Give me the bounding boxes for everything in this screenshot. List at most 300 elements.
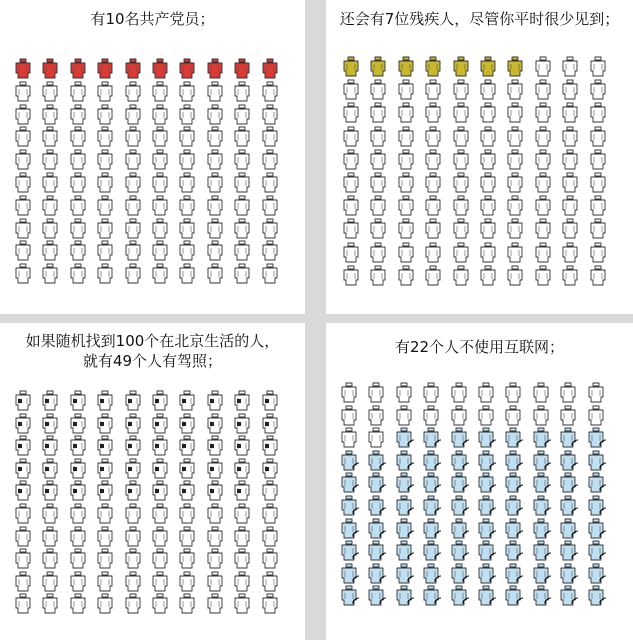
person-icon — [558, 382, 578, 403]
person-icon — [150, 240, 170, 261]
person-icon — [260, 571, 280, 592]
person-icon — [13, 526, 33, 547]
person-icon — [560, 265, 580, 286]
person-icon — [505, 149, 525, 170]
person-icon — [423, 102, 443, 123]
person-icon — [476, 585, 496, 606]
person-icon — [478, 242, 498, 263]
person-icon — [586, 427, 606, 448]
person-icon — [396, 149, 416, 170]
person-icon — [531, 540, 551, 561]
person-icon — [205, 263, 225, 284]
person-icon — [40, 218, 60, 239]
person-icon — [260, 458, 280, 479]
person-icon — [366, 585, 386, 606]
person-icon — [341, 102, 361, 123]
person-icon — [476, 495, 496, 516]
person-icon — [260, 390, 280, 411]
stat-panel-internet — [326, 323, 633, 640]
person-icon — [476, 472, 496, 493]
person-icon — [68, 390, 88, 411]
person-icon — [205, 58, 225, 79]
person-icon — [232, 480, 252, 501]
person-icon — [260, 81, 280, 102]
person-icon — [40, 458, 60, 479]
person-icon — [505, 265, 525, 286]
person-icon — [366, 563, 386, 584]
person-icon — [531, 405, 551, 426]
person-icon — [505, 218, 525, 239]
person-icon — [503, 585, 523, 606]
driver-license-icon — [18, 489, 22, 493]
person-icon — [150, 149, 170, 170]
person-icon — [177, 390, 197, 411]
driver-license-icon — [100, 467, 104, 471]
person-icon — [13, 480, 33, 501]
person-icon — [341, 126, 361, 147]
person-icon — [177, 458, 197, 479]
person-icon — [232, 218, 252, 239]
person-icon — [478, 149, 498, 170]
person-icon — [503, 518, 523, 539]
person-icon — [123, 503, 143, 524]
person-icon — [560, 149, 580, 170]
stat-panel-disabled — [326, 0, 633, 314]
person-icon — [95, 172, 115, 193]
person-icon — [232, 240, 252, 261]
person-icon — [205, 240, 225, 261]
person-icon — [123, 548, 143, 569]
person-icon — [366, 540, 386, 561]
person-icon — [68, 149, 88, 170]
person-icon — [150, 503, 170, 524]
person-icon — [366, 518, 386, 539]
person-icon — [531, 450, 551, 471]
person-icon — [505, 172, 525, 193]
driver-license-icon — [128, 444, 132, 448]
person-icon — [123, 195, 143, 216]
person-icon-grid — [326, 0, 633, 314]
person-icon — [232, 172, 252, 193]
person-icon — [40, 81, 60, 102]
person-icon — [205, 480, 225, 501]
person-icon — [478, 56, 498, 77]
person-icon — [478, 172, 498, 193]
driver-license-icon — [155, 399, 159, 403]
person-icon — [341, 195, 361, 216]
person-icon — [531, 382, 551, 403]
person-icon — [232, 263, 252, 284]
person-icon — [394, 518, 414, 539]
driver-license-icon — [182, 444, 186, 448]
person-icon — [339, 495, 359, 516]
person-icon — [95, 458, 115, 479]
person-icon — [368, 218, 388, 239]
person-icon — [13, 593, 33, 614]
person-icon — [177, 413, 197, 434]
person-icon — [476, 518, 496, 539]
driver-license-icon — [237, 399, 241, 403]
person-icon — [123, 58, 143, 79]
person-icon — [205, 593, 225, 614]
person-icon — [339, 518, 359, 539]
person-icon — [205, 390, 225, 411]
person-icon — [260, 593, 280, 614]
person-icon — [476, 405, 496, 426]
person-icon — [150, 413, 170, 434]
person-icon — [123, 263, 143, 284]
stat-panel-drivers-license — [0, 323, 305, 640]
person-icon — [123, 390, 143, 411]
person-icon — [205, 458, 225, 479]
person-icon — [586, 563, 606, 584]
person-icon — [533, 149, 553, 170]
person-icon — [451, 265, 471, 286]
person-icon — [533, 265, 553, 286]
person-icon — [396, 79, 416, 100]
driver-license-icon — [128, 467, 132, 471]
person-icon — [205, 104, 225, 125]
person-icon — [394, 450, 414, 471]
person-icon — [232, 195, 252, 216]
person-icon — [205, 126, 225, 147]
person-icon — [150, 480, 170, 501]
person-icon — [533, 102, 553, 123]
person-icon — [451, 149, 471, 170]
person-icon — [232, 126, 252, 147]
person-icon — [586, 540, 606, 561]
person-icon — [205, 218, 225, 239]
driver-license-icon — [45, 422, 49, 426]
person-icon — [421, 540, 441, 561]
person-icon — [150, 218, 170, 239]
person-icon — [13, 413, 33, 434]
person-icon — [150, 263, 170, 284]
person-icon — [95, 548, 115, 569]
person-icon — [40, 240, 60, 261]
driver-license-icon — [182, 489, 186, 493]
person-icon-grid — [326, 323, 633, 640]
person-icon — [150, 195, 170, 216]
person-icon — [478, 79, 498, 100]
person-icon — [451, 126, 471, 147]
person-icon — [368, 126, 388, 147]
person-icon — [503, 495, 523, 516]
stat-panel-party-members — [0, 0, 305, 314]
driver-license-icon — [100, 422, 104, 426]
person-icon — [449, 382, 469, 403]
person-icon — [95, 149, 115, 170]
person-icon — [368, 79, 388, 100]
driver-license-icon — [100, 444, 104, 448]
person-icon — [503, 427, 523, 448]
person-icon — [68, 104, 88, 125]
person-icon — [586, 495, 606, 516]
driver-license-icon — [237, 444, 241, 448]
person-icon — [396, 265, 416, 286]
person-icon — [396, 102, 416, 123]
person-icon — [560, 195, 580, 216]
person-icon — [68, 126, 88, 147]
person-icon — [150, 104, 170, 125]
driver-license-icon — [45, 399, 49, 403]
person-icon — [588, 265, 608, 286]
person-icon — [68, 458, 88, 479]
person-icon — [177, 503, 197, 524]
person-icon — [13, 195, 33, 216]
person-icon — [123, 593, 143, 614]
person-icon — [449, 563, 469, 584]
person-icon — [451, 79, 471, 100]
person-icon — [396, 126, 416, 147]
driver-license-icon — [18, 444, 22, 448]
person-icon — [366, 382, 386, 403]
person-icon — [232, 458, 252, 479]
person-icon — [150, 172, 170, 193]
person-icon — [394, 563, 414, 584]
person-icon — [560, 56, 580, 77]
person-icon — [68, 571, 88, 592]
person-icon — [451, 56, 471, 77]
person-icon — [177, 104, 197, 125]
person-icon — [503, 450, 523, 471]
person-icon — [205, 548, 225, 569]
person-icon — [13, 571, 33, 592]
person-icon — [394, 540, 414, 561]
person-icon — [123, 240, 143, 261]
person-icon — [423, 242, 443, 263]
person-icon — [339, 563, 359, 584]
person-icon — [588, 242, 608, 263]
person-icon — [123, 413, 143, 434]
person-icon — [150, 81, 170, 102]
person-icon — [505, 56, 525, 77]
person-icon — [40, 413, 60, 434]
person-icon — [40, 526, 60, 547]
driver-license-icon — [210, 467, 214, 471]
person-icon — [205, 526, 225, 547]
person-icon — [13, 172, 33, 193]
person-icon — [423, 172, 443, 193]
driver-license-icon — [18, 399, 22, 403]
driver-license-icon — [237, 467, 241, 471]
driver-license-icon — [18, 467, 22, 471]
person-icon — [449, 450, 469, 471]
person-icon — [451, 242, 471, 263]
person-icon — [394, 472, 414, 493]
person-icon — [421, 405, 441, 426]
person-icon — [232, 149, 252, 170]
person-icon — [40, 593, 60, 614]
person-icon — [13, 240, 33, 261]
person-icon — [150, 390, 170, 411]
driver-license-icon — [73, 467, 77, 471]
person-icon — [503, 405, 523, 426]
person-icon — [95, 571, 115, 592]
person-icon — [177, 218, 197, 239]
person-icon — [13, 58, 33, 79]
person-icon — [368, 172, 388, 193]
panel-title: 有10名共产党员； — [90, 10, 215, 28]
person-icon — [95, 240, 115, 261]
person-icon — [177, 240, 197, 261]
person-icon — [232, 571, 252, 592]
person-icon — [13, 126, 33, 147]
person-icon — [368, 242, 388, 263]
person-icon — [95, 81, 115, 102]
person-icon — [476, 450, 496, 471]
driver-license-icon — [155, 422, 159, 426]
person-icon — [588, 149, 608, 170]
person-icon — [260, 526, 280, 547]
person-icon — [40, 149, 60, 170]
person-icon — [232, 503, 252, 524]
driver-license-icon — [73, 399, 77, 403]
driver-license-icon — [265, 399, 269, 403]
person-icon — [177, 263, 197, 284]
person-icon — [68, 526, 88, 547]
person-icon — [40, 195, 60, 216]
person-icon — [421, 472, 441, 493]
person-icon — [449, 518, 469, 539]
driver-license-icon — [73, 444, 77, 448]
person-icon — [558, 405, 578, 426]
person-icon — [260, 104, 280, 125]
person-icon — [260, 240, 280, 261]
person-icon — [95, 503, 115, 524]
person-icon — [394, 382, 414, 403]
person-icon — [13, 218, 33, 239]
person-icon — [341, 242, 361, 263]
person-icon — [205, 149, 225, 170]
person-icon — [95, 126, 115, 147]
person-icon — [95, 593, 115, 614]
person-icon — [503, 563, 523, 584]
person-icon — [368, 265, 388, 286]
person-icon — [396, 195, 416, 216]
person-icon — [421, 450, 441, 471]
person-icon — [68, 172, 88, 193]
person-icon — [533, 172, 553, 193]
person-icon — [476, 427, 496, 448]
person-icon — [123, 526, 143, 547]
person-icon — [421, 563, 441, 584]
person-icon — [68, 218, 88, 239]
person-icon — [449, 495, 469, 516]
person-icon — [588, 172, 608, 193]
person-icon — [560, 218, 580, 239]
person-icon — [68, 195, 88, 216]
driver-license-icon — [73, 489, 77, 493]
person-icon — [339, 585, 359, 606]
person-icon — [177, 526, 197, 547]
person-icon — [13, 435, 33, 456]
person-icon — [177, 548, 197, 569]
person-icon — [366, 472, 386, 493]
person-icon — [368, 149, 388, 170]
person-icon — [177, 172, 197, 193]
person-icon — [394, 495, 414, 516]
person-icon — [339, 382, 359, 403]
person-icon — [40, 571, 60, 592]
person-icon — [449, 472, 469, 493]
driver-license-icon — [265, 467, 269, 471]
driver-license-icon — [210, 399, 214, 403]
panel-title: 如果随机找到100个在北京生活的人， 就有49个人有驾照； — [25, 332, 280, 370]
person-icon — [560, 172, 580, 193]
person-icon — [533, 79, 553, 100]
person-icon — [586, 472, 606, 493]
person-icon — [533, 126, 553, 147]
person-icon — [68, 435, 88, 456]
person-icon — [232, 526, 252, 547]
person-icon — [260, 413, 280, 434]
person-icon — [531, 472, 551, 493]
person-icon — [68, 240, 88, 261]
person-icon-grid — [0, 0, 305, 314]
person-icon — [423, 265, 443, 286]
person-icon — [13, 263, 33, 284]
person-icon — [394, 427, 414, 448]
person-icon — [177, 480, 197, 501]
person-icon — [339, 427, 359, 448]
person-icon — [588, 79, 608, 100]
person-icon — [205, 503, 225, 524]
person-icon — [68, 81, 88, 102]
person-icon — [260, 149, 280, 170]
person-icon — [40, 548, 60, 569]
person-icon — [40, 435, 60, 456]
person-icon — [177, 435, 197, 456]
person-icon — [451, 195, 471, 216]
person-icon — [505, 126, 525, 147]
person-icon — [232, 435, 252, 456]
person-icon — [68, 548, 88, 569]
person-icon — [232, 104, 252, 125]
person-icon — [558, 585, 578, 606]
person-icon — [13, 104, 33, 125]
person-icon — [123, 81, 143, 102]
driver-license-icon — [18, 422, 22, 426]
driver-license-icon — [155, 467, 159, 471]
person-icon — [205, 571, 225, 592]
person-icon — [341, 79, 361, 100]
person-icon — [558, 495, 578, 516]
person-icon — [177, 571, 197, 592]
person-icon — [123, 480, 143, 501]
person-icon — [588, 56, 608, 77]
person-icon — [423, 56, 443, 77]
driver-license-icon — [265, 444, 269, 448]
person-icon — [95, 195, 115, 216]
person-icon — [421, 585, 441, 606]
person-icon — [205, 195, 225, 216]
person-icon — [505, 242, 525, 263]
person-icon — [560, 102, 580, 123]
person-icon — [449, 585, 469, 606]
panel-title: 还会有7位残疾人，尽管你平时很少见到； — [339, 10, 620, 28]
person-icon — [423, 126, 443, 147]
person-icon — [150, 593, 170, 614]
person-icon — [40, 480, 60, 501]
person-icon — [451, 102, 471, 123]
person-icon — [232, 413, 252, 434]
person-icon — [505, 195, 525, 216]
person-icon — [560, 79, 580, 100]
person-icon — [123, 126, 143, 147]
person-icon — [531, 585, 551, 606]
person-icon — [13, 149, 33, 170]
